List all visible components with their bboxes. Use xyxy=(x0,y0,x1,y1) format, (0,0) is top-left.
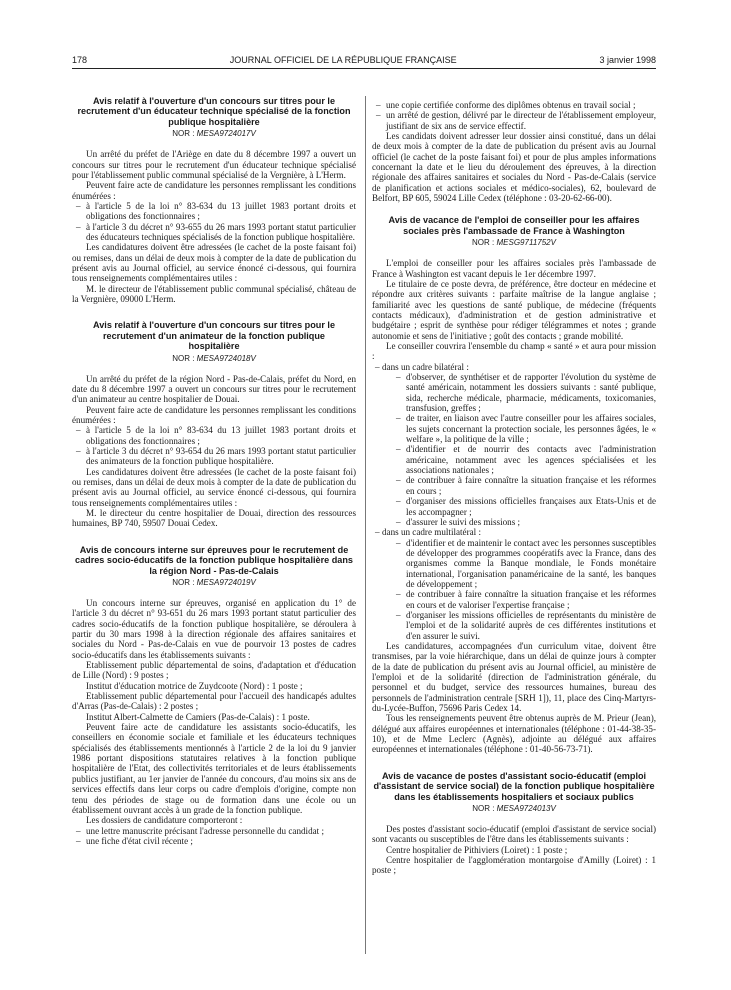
paragraph: Tous les renseignements peuvent être obtenus auprès de M. Prieur (Jean), délégué aux affaires européennes et internationales (téléphone : 01-44-38-35-10), et de Mme Leclerc (Agnès), adjointe au délégué aux affaires européennes et internationales (téléphone : 01-40-56-73-71). xyxy=(372,713,656,755)
list-item: – dans un cadre multilatéral : – d'identifier et de maintenir le contact avec les personnes susceptibles de développer des programmes coopératifs avec la France, dans des organismes comme la Banque mondiale, le Fonds monétaire international, l'organisation panaméricaine de la santé, les banques de développement ; – de contribuer à faire connaître la situation française et les réformes en cours et de valoriser l'expertise française ; – d'organiser les missions officielles de représentants du ministère de l'emploi et de la solidarité auprès de ces différentes institutions et d'en assurer le suivi. xyxy=(372,527,656,641)
notice-title: Avis de concours interne sur épreuves pour le recrutement de cadres socio-éducatifs de la fonction publique hospitalière dans la région Nord - Pas-de-Calais xyxy=(75,544,353,576)
list-item: – à l'article 5 de la loi n° 83-634 du 13 juillet 1983 portant droits et obligations des fonctionnaires ; xyxy=(72,201,356,222)
right-column xyxy=(372,100,656,876)
paragraph: Etablissement public départemental de soins, d'adaptation et d'éducation de Lille (Nord) : 9 postes ; xyxy=(72,660,356,681)
paragraph: M. le directeur du centre hospitalier de Douai, direction des ressources humaines, BP 740, 59507 Douai Cedex. xyxy=(72,508,356,529)
paragraph: Les candidatures doivent être adressées (le cachet de la poste faisant foi) ou remises, dans un délai de deux mois à compter de la date de publication du présent avis au Journal officiel, au service énoncé ci-dessous, qui fournira tous renseignements complémentaires utiles : xyxy=(72,242,356,284)
notice-title: Avis de vacance de postes d'assistant socio-éducatif (emploi d'assistant de service social) de la fonction publique hospitalière dans les établissements hospitaliers et sociaux publics xyxy=(373,770,655,802)
list-item: – une copie certifiée conforme des diplômes obtenus en travail social ; xyxy=(372,100,656,110)
notice-continuation xyxy=(372,100,656,203)
notice-cadres-socio-educatifs xyxy=(72,545,356,846)
list-item: – une fiche d'état civil récente ; xyxy=(72,836,356,846)
paragraph: L'emploi de conseiller pour les affaires sociales près l'ambassade de France à Washington est vacant depuis le 1er décembre 1997. xyxy=(372,258,656,279)
list-item: – une lettre manuscrite précisant l'adresse personnelle du candidat ; xyxy=(72,826,356,836)
list-item: – d'organiser des missions officielles françaises aux Etats-Unis et de les accompagner ; xyxy=(382,496,656,517)
list-item: – de contribuer à faire connaître la situation française et les réformes en cours et de valoriser l'expertise française ; xyxy=(382,589,656,610)
paragraph: Peuvent faire acte de candidature les personnes remplissant les conditions énumérées : xyxy=(72,404,356,425)
list-item: – d'observer, de synthétiser et de rapporter l'évolution du système de santé américain, notamment les dossiers suivants : santé publique, sida, recherche médicale, pharmacie, médicaments, toxicomanies, transfusion, greffes ; xyxy=(382,372,656,413)
nor-reference: NOR : MESA9724018V xyxy=(172,353,256,363)
nor-reference: NOR : MESG9711752V xyxy=(472,238,556,248)
dossier-list xyxy=(72,826,356,847)
notice-title: Avis de vacance de l'emploi de conseiller pour les affaires sociales près l'ambassade de France à Washington xyxy=(388,215,640,236)
left-column xyxy=(72,96,356,846)
list-item: – d'assurer le suivi des missions ; xyxy=(382,517,656,527)
publication-date: 3 janvier 1998 xyxy=(599,55,656,65)
paragraph: Les candidatures, accompagnées d'un curriculum vitae, doivent être transmises, par la voie hiérarchique, dans un délai de quinze jours à compter de la date de publication du présent avis au Journal officiel, au ministère de l'emploi et de la solidarité (direction de l'administration générale, du personnel et du budget, service des ressources humaines, bureau des personnels de l'administration centrale [SRH 1]), 11, place des Cinq-Martyrs-du-Lycée-Buffon, 75696 Paris Cedex 14. xyxy=(372,640,656,714)
paragraph: Institut Albert-Calmette de Camiers (Pas-de-Calais) : 1 poste. xyxy=(86,711,310,722)
list-item: – d'identifier et de nourrir des contacts avec l'administration américaine, notamment avec les agences spécialisées et les associations nationales ; xyxy=(382,444,656,475)
paragraph: Institut d'éducation motrice de Zuydcoote (Nord) : 1 poste ; xyxy=(86,680,303,691)
nor-reference: NOR : MESA9724019V xyxy=(172,577,256,587)
nor-reference: NOR : MESA9724013V xyxy=(472,803,556,813)
multilateral-list xyxy=(382,538,656,641)
paragraph: Le conseiller couvrira l'ensemble du champ « santé » et aura pour mission : xyxy=(372,341,656,362)
notice-conseiller-washington xyxy=(372,215,656,754)
list-item: – un arrêté de gestion, délivré par le directeur de l'établissement employeur, justifiant de six ans de service effectif. xyxy=(372,110,656,131)
list-item: – de traiter, en liaison avec l'autre conseiller pour les affaires sociales, les sujets concernant la protection sociale, les personnes âgées, le « welfare », la politique de la ville ; xyxy=(382,413,656,444)
paragraph: Peuvent faire acte de candidature les personnes remplissant les conditions énumérées : xyxy=(72,180,356,201)
notice-assistant-socio-educatif xyxy=(372,771,656,876)
dossier-list-continued xyxy=(372,100,656,131)
conditions-list xyxy=(72,201,356,242)
paragraph: Un concours interne sur épreuves, organisé en application du 1° de l'article 3 du décret n° 93-651 du 26 mars 1993 portant statut particulier des cadres socio-éducatifs de la fonction publique hospitalière, se déroulera à partir du 30 mars 1998 à la direction régionale des affaires sanitaires et sociales du Nord - Pas-de-Calais en vue de pourvoir 13 postes de cadres socio-éducatifs dans les établissements suivants : xyxy=(72,597,356,660)
header-rule xyxy=(72,68,656,69)
paragraph: Centre hospitalier de l'agglomération montargoise d'Amilly (Loiret) : 1 poste ; xyxy=(372,855,656,876)
mission-list xyxy=(372,362,656,641)
paragraph: Les candidats doivent adresser leur dossier ainsi constitué, dans un délai de deux mois à compter de la date de publication du présent avis au Journal officiel (le cachet de la poste faisant foi) et pour de plus amples informations concernant la date et le lieu du déroulement des épreuves, à la direction régionale des affaires sanitaires et sociales du Nord - Pas-de-Calais (service de planification et actions sociales et médico-sociales), 62, boulevard de Belfort, BP 605, 59024 Lille Cedex (téléphone : 03-20-62-66-00). xyxy=(372,131,656,204)
page-number: 178 xyxy=(72,55,88,65)
list-item: – à l'article 3 du décret n° 93-655 du 26 mars 1993 portant statut particulier des éducateurs techniques spécialisés de la fonction publique hospitalière. xyxy=(72,222,356,243)
paragraph: Centre hospitalier de Pithiviers (Loiret) : 1 poste ; xyxy=(386,844,568,855)
paragraph: M. le directeur de l'établissement public communal spécialisé, château de la Vergnière, 09000 L'Herm. xyxy=(72,283,356,305)
column-divider xyxy=(365,96,366,954)
list-item: – d'identifier et de maintenir le contact avec les personnes susceptibles de développer des programmes coopératifs avec la France, dans des organismes comme la Banque mondiale, le Fonds monétaire international, l'organisation panaméricaine de la santé, les banques de développement ; xyxy=(382,538,656,590)
paragraph: Le titulaire de ce poste devra, de préférence, être docteur en médecine et répondre aux critères suivants : parfaite maîtrise de la langue anglaise ; familiarité avec les questions de santé publique, de médecine (fréquents contacts médicaux), d'administration et de gestion administrative et budgétaire ; esprit de synthèse pour rédiger télégrammes et notes ; grande autonomie et sens de l'initiative ; goût des contacts ; grande mobilité. xyxy=(372,278,656,341)
paragraph: Un arrêté du préfet de l'Ariège en date du 8 décembre 1997 a ouvert un concours sur titres pour le recrutement d'un éducateur technique spécialisé pour l'établissement public communal spécialisé de la Vergnière, à L'Herm. xyxy=(72,149,356,180)
list-item: – d'organiser les missions officielles de représentants du ministère de l'emploi et de la solidarité auprès de ces différentes institutions et d'en assurer le suivi. xyxy=(382,610,656,641)
page-header xyxy=(72,55,656,65)
notice-title: Avis relatif à l'ouverture d'un concours sur titres pour le recrutement d'un éducateur technique spécialisé de la fonction publique hospitalière xyxy=(77,96,351,127)
bilateral-list xyxy=(382,372,656,527)
paragraph: Les dossiers de candidature comporteront : xyxy=(86,815,243,826)
paragraph: Les candidatures doivent être adressées (le cachet de la poste faisant foi) ou remises, dans un délai de deux mois à compter de la date de publication du présent avis au Journal officiel, au service énoncé ci-dessous, qui fournira tous renseignements complémentaires utiles : xyxy=(72,466,356,508)
notice-title: Avis relatif à l'ouverture d'un concours sur titres pour le recrutement d'un animateur de la fonction publique hospitalière xyxy=(93,320,335,352)
notice-educateur-technique xyxy=(72,96,356,304)
list-item: – dans un cadre bilatéral : – d'observer, de synthétiser et de rapporter l'évolution du système de santé américain, notamment les dossiers suivants : santé publique, sida, recherche médicale, pharmacie, médicaments, toxicomanies, transfusion, greffes ; – de traiter, en liaison avec l'autre conseiller pour les affaires sociales, les sujets concernant la protection sociale, les personnes âgées, le « welfare », la politique de la ville ; – d'identifier et de nourrir des contacts avec l'administration américaine, notamment avec les agences spécialisées et les associations nationales ; – de contribuer à faire connaître la situation française et les réformes en cours ; – d'organiser des missions officielles françaises aux Etats-Unis et de les accompagner ; – d'assurer le suivi des missions ; xyxy=(372,362,656,528)
list-item: – à l'article 5 de la loi n° 83-634 du 13 juillet 1983 portant droits et obligations des fonctionnaires ; xyxy=(72,425,356,446)
conditions-list xyxy=(72,425,356,466)
paragraph: Un arrêté du préfet de la région Nord - Pas-de-Calais, préfet du Nord, en date du 8 décembre 1997 a ouvert un concours sur titres pour le recrutement d'un animateur au centre hospitalier de Douai. xyxy=(72,373,356,405)
nor-reference: NOR : MESA9724017V xyxy=(172,129,256,139)
list-item: – de contribuer à faire connaître la situation française et les réformes en cours ; xyxy=(382,475,656,496)
list-item: – à l'article 3 du décret n° 93-654 du 26 mars 1993 portant statut particulier des animateurs de la fonction publique hospitalière. xyxy=(72,446,356,467)
journal-title: JOURNAL OFFICIEL DE LA RÉPUBLIQUE FRANÇAISE xyxy=(229,55,457,65)
paragraph: Etablissement public départemental pour l'accueil des handicapés adultes d'Arras (Pas-de-Calais) : 2 postes ; xyxy=(72,691,356,712)
notice-animateur xyxy=(72,320,356,528)
paragraph: Des postes d'assistant socio-éducatif (emploi d'assistant de service social) sont vacants ou susceptibles de l'être dans les établissements suivants : xyxy=(372,823,656,845)
paragraph: Peuvent faire acte de candidature les assistants socio-éducatifs, les conseillers en économie sociale et familiale et les éducateurs techniques spécialisés des établissements mentionnés à l'article 2 de la loi du 9 janvier 1986 portant dispositions statutaires relatives à la fonction publique hospitalière de l'Etat, des collectivités territoriales et de leurs établissements publics justifiant, au 1er janvier de l'année du concours, d'au moins six ans de services effectifs dans leur corps ou cadre d'emplois d'origine, compte non tenu des périodes de stage ou de formation dans une école ou un établissement ouvrant accès à un grade de la fonction publique. xyxy=(72,722,356,815)
